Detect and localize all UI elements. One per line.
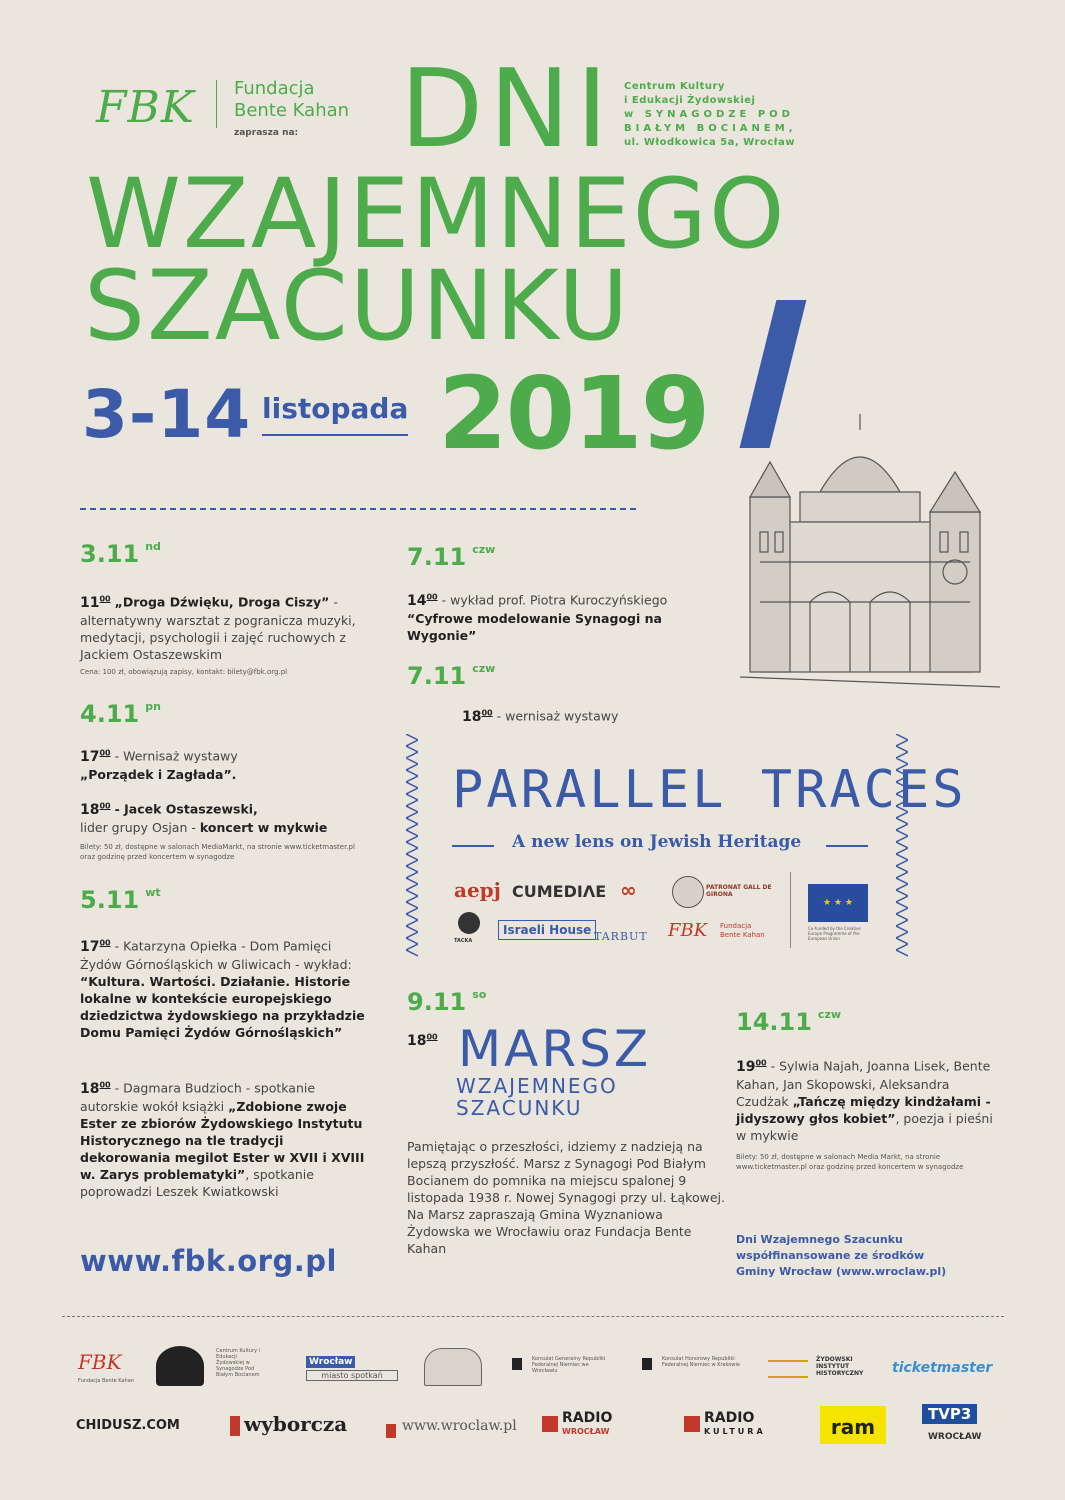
dashed-divider	[80, 508, 636, 510]
event-time: $18^{00}$	[80, 1080, 111, 1097]
event-desc: - wernisaż wystawy	[496, 708, 619, 724]
event-title: - Jacek Ostaszewski,	[114, 801, 258, 817]
event-time: $17^{00}$	[80, 748, 111, 765]
date-text: 9.11	[407, 988, 467, 1016]
date-range: 3-14	[82, 376, 252, 453]
sponsor-tvp3: TVP3	[922, 1404, 977, 1424]
marsz-title: MARSZ	[458, 1020, 652, 1078]
date-9-11	[407, 988, 486, 1016]
radio-sub: WROCŁAW	[562, 1427, 610, 1436]
tacka-logo-icon	[458, 912, 480, 934]
event-desc-post: , spotkanie poprowadzi Leszek Kwiatkowski	[80, 1166, 314, 1199]
event-3-11	[80, 590, 365, 677]
eu-cofund-text: Co-funded by the Creative Europe Programme of the European Union	[808, 926, 861, 941]
event-note: Bilety: 50 zł, dostępne w salonach MediaMarkt, na stronie www.ticketmaster.pl oraz godzinę przed koncertem w synagodze	[80, 842, 355, 861]
sponsor-chidusz: CHIDUSZ.COM	[76, 1418, 180, 1433]
funding-line: współfinansowane ze środków	[736, 1249, 925, 1262]
event-time: $19^{00}$	[736, 1058, 767, 1075]
sponsor-wroclaw-sub: miasto spotkań	[306, 1370, 398, 1381]
sponsor-consulate-2: Konsulat Honorowy Republiki Federalnej Niemiec w Krakowie	[662, 1356, 740, 1368]
sponsor-wroclaw-url: www.wroclaw.pl	[402, 1418, 517, 1434]
event-note: Cena: 100 zł, obowiązują zapisy, kontakt: bilety@fbk.org.pl	[80, 667, 288, 676]
event-14-11	[736, 1054, 1000, 1172]
venue-info	[624, 80, 797, 150]
fbk-logo: FBK	[96, 82, 195, 133]
venue-line: BIAŁYM BOCIANEM,	[624, 123, 797, 134]
date-text: 5.11	[80, 886, 140, 914]
event-7-11-a	[407, 588, 687, 644]
event-title: „Porządek i Zagłada”.	[80, 766, 237, 782]
event-4-11-a	[80, 744, 365, 783]
patronat-logo: PATRONAT GALL DE GIRONA	[706, 884, 772, 898]
event-title: “Cyfrowe modelowanie Synagogi na Wygonie”	[407, 610, 662, 643]
event-time: $14^{00}$	[407, 592, 438, 609]
event-desc: - wykład prof. Piotra Kuroczyńskiego	[441, 592, 668, 608]
sponsor-radio-kultura	[704, 1412, 766, 1438]
event-time: $18^{00}$	[462, 708, 493, 725]
sponsor-consulate-1: Konsulat Generalny Republiki Federalnej Niemiec we Wrocławiu	[532, 1356, 606, 1374]
seal-icon	[672, 876, 704, 908]
sponsor-radio-wroclaw	[562, 1412, 612, 1438]
marsz-subtitle-1: WZAJEMNEGO	[456, 1074, 618, 1098]
event-5-11-b	[80, 1076, 372, 1200]
weekday: wt	[145, 886, 161, 899]
footer-divider	[62, 1316, 1004, 1317]
event-9-11-time	[407, 1028, 438, 1050]
weekday: czw	[472, 543, 496, 556]
weekday: pn	[145, 700, 161, 713]
month-label: listopada	[262, 392, 409, 425]
radio-logo-icon	[684, 1416, 700, 1432]
subtitle-rule-left	[452, 845, 494, 847]
zigzag-border-left	[406, 734, 418, 960]
venue-line: Centrum Kultury	[624, 81, 725, 92]
infinity-logo-icon: ∞	[620, 878, 637, 902]
venue-line: w SYNAGODZE POD	[624, 109, 794, 120]
year-label: 2019	[438, 355, 709, 472]
month-underline	[262, 434, 408, 436]
sponsor-ram: ram	[820, 1406, 886, 1444]
wyborcza-mark-icon	[230, 1416, 240, 1436]
date-text: 7.11	[407, 662, 467, 690]
marsz-description: Pamiętając o przeszłości, idziemy z nadzieją na lepszą przyszłość. Marsz z Synagogi Pod Białym Bocianem do pomnika na miejscu spalonej 9 listopada 1938 r. Nowej Synagogi przy ul. Łąkowej. Na Marsz zapraszają Gmina Wyznaniowa Żydowska we Wrocławiu oraz Fundacja Bente Kahan	[407, 1139, 725, 1256]
event-4-11-b	[80, 797, 370, 862]
israeli-house-logo: Israeli House	[498, 920, 596, 940]
event-time: $17^{00}$	[80, 938, 111, 955]
date-14-11	[736, 1008, 841, 1036]
event-highlight: koncert w mykwie	[199, 819, 328, 835]
radio-name: RADIO	[704, 1410, 755, 1426]
date-text: 14.11	[736, 1008, 812, 1036]
weekday: czw	[472, 662, 496, 675]
date-4-11	[80, 700, 161, 728]
venue-line: i Edukacji Żydowskiej	[624, 95, 756, 106]
logo-divider	[790, 872, 791, 948]
event-time: $11^{00}$	[80, 594, 111, 611]
venue-line: ul. Włodkowica 5a, Wrocław	[624, 137, 795, 148]
website-link[interactable]: www.fbk.org.pl	[80, 1244, 337, 1278]
sponsor-fbk-text: Fundacja Bente Kahan	[78, 1378, 134, 1384]
logo-divider	[216, 80, 217, 128]
event-desc: - alternatywny warsztat z pogranicza muzyki, medytacji, psychologii i zajęć ruchowych z Jackiem Ostaszewskim	[80, 594, 356, 662]
sponsor-building-logo-icon	[424, 1348, 482, 1386]
eu-flag-icon: ★ ★ ★	[808, 884, 868, 922]
event-time: $18^{00}$	[80, 801, 111, 818]
radio-sub: KULTURA	[704, 1427, 766, 1436]
sponsor-fbk: FBK	[78, 1350, 122, 1374]
event-desc: - Wernisaż wystawy	[114, 748, 238, 764]
date-text: 7.11	[407, 543, 467, 571]
event-desc: - Sylwia Najah, Joanna Lisek, Bente Kahan, Jan Skopowski, Aleksandra Czudżak	[736, 1058, 991, 1109]
event-7-11-b	[462, 704, 618, 726]
sponsor-center-text: Centrum Kultury i Edukacji Żydowskiej w Synagodze Pod Białym Bocianem	[216, 1348, 261, 1378]
title-dni: DNI	[400, 47, 614, 172]
wroclaw-arrow-icon	[386, 1424, 396, 1438]
funding-note	[736, 1232, 946, 1280]
event-title: „Droga Dźwięku, Droga Ciszy”	[114, 594, 330, 610]
funding-line: Gminy Wrocław (www.wroclaw.pl)	[736, 1265, 947, 1278]
sponsor-ticketmaster: ticketmaster	[892, 1360, 993, 1376]
date-text: 4.11	[80, 700, 140, 728]
event-desc-post: , poezja i pieśni w mykwie	[736, 1110, 993, 1143]
funding-line: Dni Wzajemnego Szacunku	[736, 1233, 903, 1246]
event-title: „Tańczę między kindżałami - jidyszowy głos kobiet”	[736, 1093, 991, 1126]
sponsor-tvp3-sub: WROCŁAW	[928, 1432, 982, 1442]
marsz-subtitle-2: SZACUNKU	[456, 1096, 583, 1120]
event-time: $18^{00}$	[407, 1032, 438, 1049]
event-desc: lider grupy Osjan -	[80, 819, 196, 835]
event-title: „Zdobione zwoje Ester ze zbiorów Żydowskiego Instytutu Historycznego na tle tradycji dekorowania megilot Ester w XVII i XVIII w. Zarys problematyki”	[80, 1098, 365, 1182]
title-szacunku: SZACUNKU	[84, 250, 631, 362]
eagle-icon	[642, 1358, 652, 1370]
weekday: czw	[817, 1008, 842, 1021]
date-7-11-a	[407, 543, 495, 571]
parallel-traces-title: PARALLEL TRACES	[452, 760, 967, 820]
zih-logo-icon	[768, 1360, 808, 1378]
fbk-logo-small: FBK	[668, 920, 708, 941]
eagle-icon	[512, 1358, 522, 1370]
cumediae-logo: CUMEDIΛE	[512, 882, 607, 901]
tacka-logo-text: TACKA	[454, 938, 473, 944]
event-title: “Kultura. Wartości. Działanie. Historie lokalne w kontekście europejskiego dziedzictwa żydowskiego na przykładzie Domu Pamięci Żydów Górnośląskich”	[80, 973, 365, 1040]
weekday: nd	[145, 540, 161, 553]
title-wzajemnego: WZAJEMNEGO	[86, 158, 787, 270]
event-5-11-a	[80, 934, 372, 1041]
invite-text: zaprasza na:	[234, 128, 299, 138]
subtitle-rule-right	[826, 845, 868, 847]
synagogue-illustration	[740, 402, 1008, 694]
date-text: 3.11	[80, 540, 140, 568]
radio-name: RADIO	[562, 1410, 613, 1426]
fbk-logo-small-text: Fundacja Bente Kahan	[720, 922, 765, 939]
date-5-11	[80, 886, 161, 914]
event-note: Bilety: 50 zł, dostępne w salonach Media Markt, na stronie www.ticketmaster.pl oraz godzinę przed koncertem w synagodze	[736, 1152, 964, 1171]
radio-logo-icon	[542, 1416, 558, 1432]
aepj-logo: aepj	[454, 878, 501, 902]
sponsor-wroclaw: Wrocław	[306, 1356, 355, 1368]
event-desc: - Dagmara Budzioch - spotkanie autorskie wokół książki	[80, 1080, 316, 1114]
sponsor-wyborcza: wyborcza	[244, 1412, 348, 1436]
sponsor-synagogue-logo-icon	[156, 1346, 204, 1386]
weekday: so	[472, 988, 487, 1001]
foundation-line-2: Bente Kahan	[234, 100, 350, 121]
tarbut-logo: TARBUT	[594, 930, 648, 943]
foundation-name	[234, 78, 349, 122]
date-3-11	[80, 540, 161, 568]
event-desc: - Katarzyna Opiełka - Dom Pamięci Żydów Górnośląskich w Gliwicach - wykład:	[80, 938, 352, 972]
parallel-traces-subtitle: A new lens on Jewish Heritage	[512, 832, 802, 852]
date-7-11-b	[407, 662, 495, 690]
sponsor-zih: ŻYDOWSKI INSTYTUT HISTORYCZNY	[816, 1356, 864, 1377]
foundation-line-1: Fundacja	[234, 78, 315, 99]
